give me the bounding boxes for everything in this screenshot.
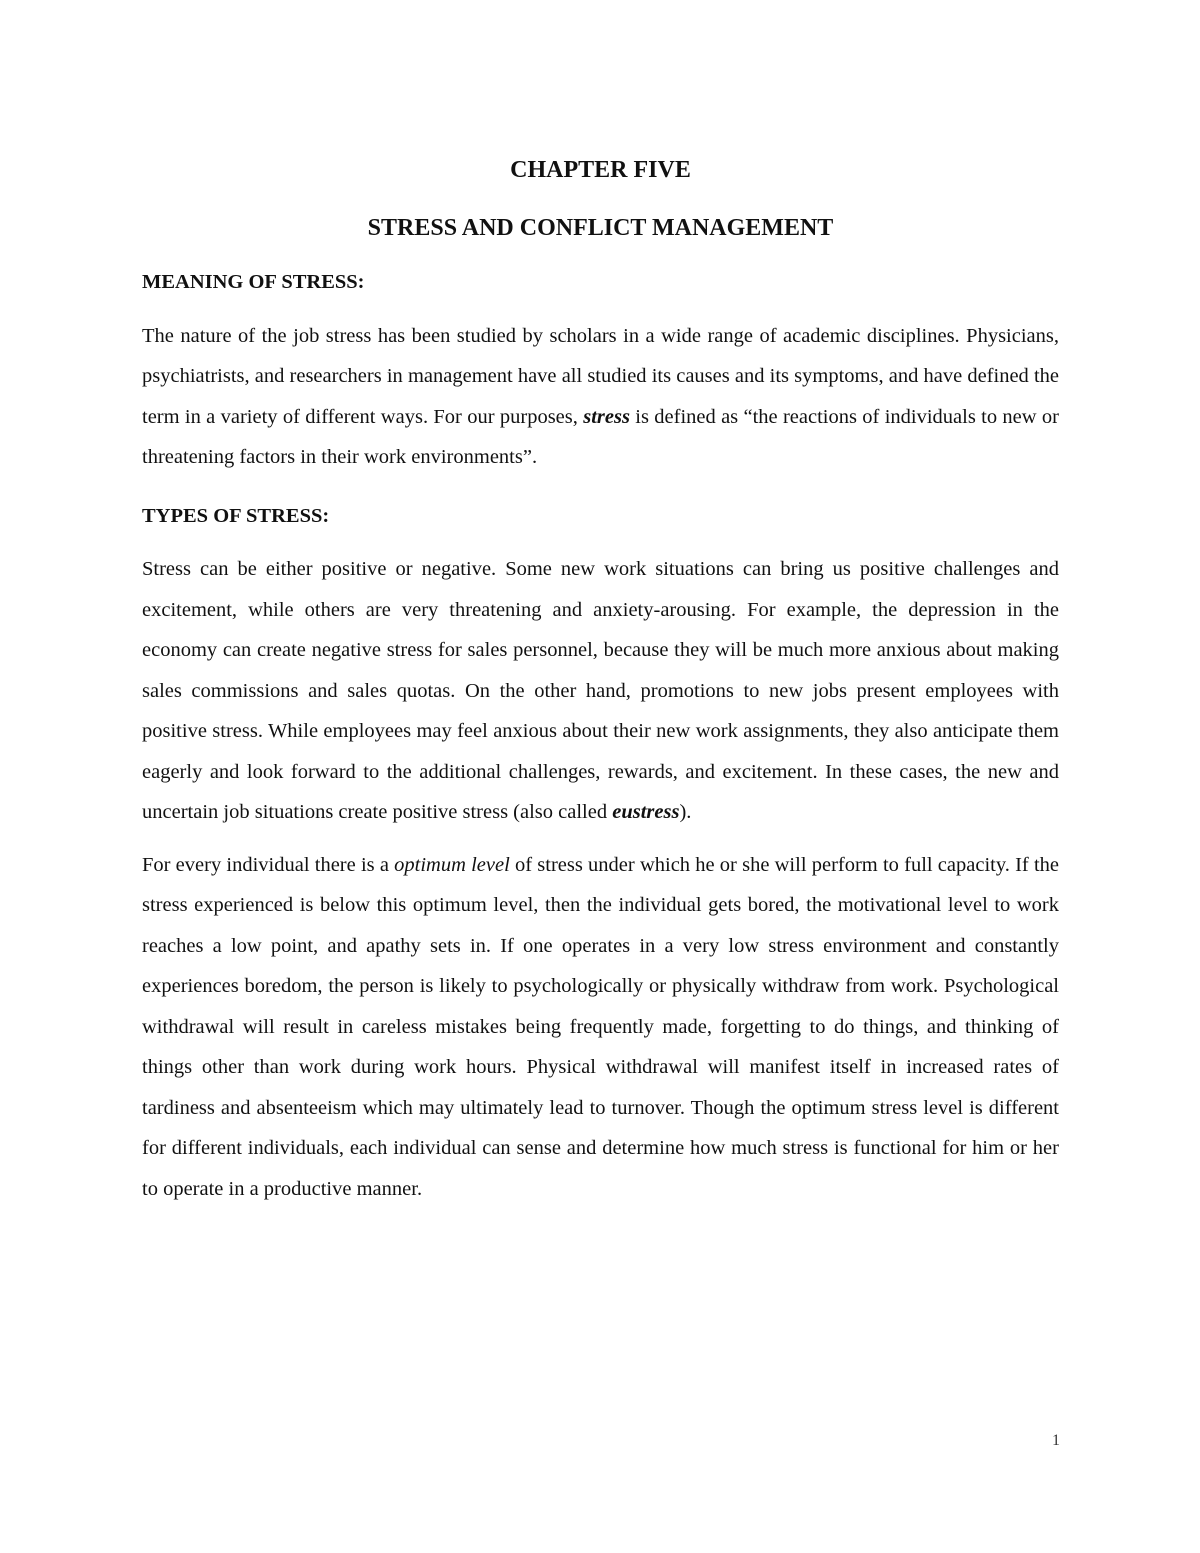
paragraph-text: The nature of the job stress has been studied by scholars in a wide range of academic disciplines. Physicians, psychiatrists, and researchers in management have all studied its causes and its symptoms, and have defined the term in a variety of different ways. For our purposes,: [142, 324, 1059, 428]
emphasis-stress: stress: [583, 405, 630, 428]
page-number: 1: [1052, 1432, 1060, 1449]
paragraph-types-2: [142, 845, 1059, 1210]
page-content: [142, 150, 1059, 1209]
section-heading-meaning: MEANING OF STRESS:: [142, 271, 365, 293]
paragraph-text: of stress under which he or she will perform to full capacity. If the stress experienced is below this optimum level, then the individual gets bored, the motivational level to work reaches a low point, and apathy sets in. If one operates in a very low stress environment and constantly experiences boredom, the person is likely to psychologically or physically withdraw from work. Psychological withdrawal will result in careless mistakes being frequently made, forgetting to do things, and thinking of things other than work during work hours. Physical withdrawal will manifest itself in increased rates of tardiness and absenteeism which may ultimately lead to turnover. Though the optimum stress level is different for different individuals, each individual can sense and determine how much stress is functional for him or her to operate in a productive manner.: [142, 853, 1059, 1200]
paragraph-text: is defined as “the reactions of individuals to new or threatening factors in their work environments”.: [142, 405, 1059, 468]
paragraph-text: ).: [679, 801, 692, 823]
paragraph-text: For every individual there is a: [142, 853, 395, 876]
paragraph-meaning: [142, 316, 1059, 478]
chapter-title: CHAPTER FIVE: [510, 157, 691, 183]
emphasis-optimum-level: optimum level: [394, 853, 510, 876]
section-heading-types: TYPES OF STRESS:: [142, 504, 330, 527]
main-title: STRESS AND CONFLICT MANAGEMENT: [367, 215, 834, 241]
paragraph-text: Stress can be either positive or negative. Some new work situations can bring us positive challenges and excitement, while others are very threatening and anxiety-arousing. For example, the depression in the economy can create negative stress for sales personnel, because they will be much more anxious about making sales commissions and sales quotas. On the other hand, promotions to new jobs present employees with positive stress. While employees may feel anxious about their new work assignments, they also anticipate them eagerly and look forward to the additional challenges, rewards, and excitement. In these cases, the new and uncertain job situations create positive stress (also called: [142, 558, 1059, 823]
paragraph-types-1: [142, 549, 1059, 833]
emphasis-eustress: eustress: [612, 801, 680, 823]
